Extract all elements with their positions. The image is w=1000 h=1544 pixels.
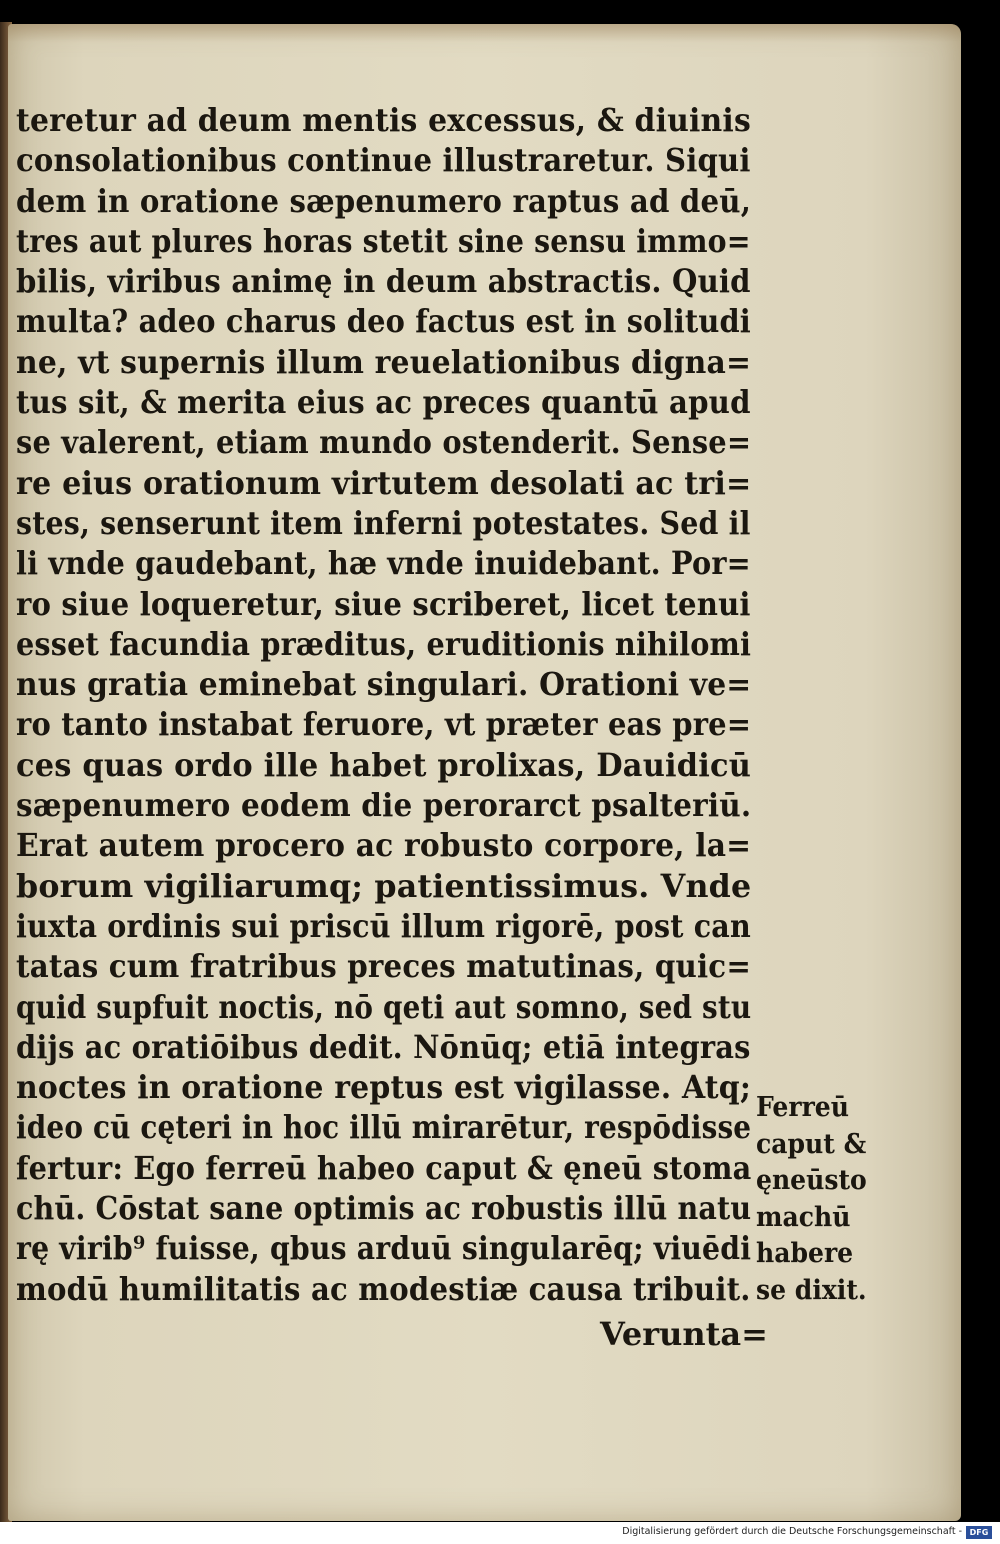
- marginal-note-line: ęneūsto: [756, 1165, 867, 1196]
- book-page: [8, 24, 961, 1521]
- text-line: ro tanto instabat feruore, vt præter eas pre=: [16, 705, 752, 744]
- text-line: re eius orationum virtutem desolati ac tri=: [16, 463, 752, 502]
- text-line: esset facundia præditus, eruditionis nihilomi: [16, 624, 752, 663]
- text-line: ces quas ordo ille habet prolixas, Dauidicū: [16, 745, 752, 784]
- text-line: quid supfuit noctis, nō qeti aut somno, sed stu: [16, 987, 752, 1026]
- text-line: modū humilitatis ac modestiæ causa tribuit.: [16, 1269, 751, 1308]
- text-line: stes, senserunt item inferni potestates. Sed il: [16, 503, 751, 542]
- marginal-note-line: caput &: [756, 1128, 867, 1160]
- catchword: Verunta=: [600, 1315, 768, 1353]
- text-line: ideo cū cęteri in hoc illū mirarētur, respōdisse: [16, 1108, 752, 1147]
- text-line: ne, vt supernis illum reuelationibus digna=: [16, 342, 752, 381]
- text-line: nus gratia eminebat singulari. Orationi ve=: [16, 665, 752, 704]
- text-line: dijs ac oratiōibus dedit. Nōnūq; etiā integras: [16, 1027, 751, 1066]
- text-line: tatas cum fratribus preces matutinas, quic=: [16, 947, 752, 986]
- text-line: li vnde gaudebant, hæ vnde inuidebant. Por=: [16, 544, 751, 583]
- text-line: ro siue loqueretur, siue scriberet, licet tenui: [16, 584, 751, 623]
- text-line: Erat autem procero ac robusto corpore, la=: [16, 826, 752, 865]
- dfg-logo: DFG: [966, 1526, 992, 1539]
- text-line: iuxta ordinis sui priscū illum rigorē, post can: [16, 906, 751, 945]
- marginal-note: [756, 1090, 896, 1309]
- text-line: tus sit, & merita eius ac preces quantū apud: [16, 383, 751, 422]
- text-line: rę virib⁹ fuisse, qbus arduū singularēq; viuēdi: [16, 1229, 752, 1268]
- marginal-note-line: habere: [756, 1238, 854, 1269]
- text-line: consolationibus continue illustraretur. Siqui: [16, 141, 751, 180]
- text-line: bilis, viribus animę in deum abstractis. Quid: [16, 262, 751, 301]
- text-line: fertur: Ego ferreū habeo caput & ęneū stoma: [16, 1148, 752, 1187]
- marginal-note-line: Ferreū: [756, 1092, 849, 1123]
- text-line: sæpenumero eodem die perorarct psalteriū.: [16, 786, 752, 825]
- funding-credit: Digitalisierung gefördert durch die Deutsche Forschungsgemeinschaft -: [622, 1526, 962, 1537]
- marginal-note-line: se dixit.: [756, 1274, 867, 1306]
- text-line: teretur ad deum mentis excessus, & diuinis: [16, 101, 751, 139]
- text-line: tres aut plures horas stetit sine sensu immo=: [16, 221, 751, 260]
- footer-bar: [0, 1522, 1000, 1544]
- text-line: noctes in oratione reptus est vigilasse. Atq;: [16, 1068, 752, 1107]
- text-line: chū. Cōstat sane optimis ac robustis illū natu: [16, 1189, 752, 1228]
- text-line: borum vigiliarumq; patientissimus. Vnde: [16, 866, 752, 905]
- text-line: se valerent, etiam mundo ostenderit. Sense=: [16, 423, 752, 462]
- text-line: dem in oratione sæpenumero raptus ad deū,: [16, 181, 752, 220]
- marginal-note-line: machū: [756, 1201, 851, 1233]
- main-text-block: [16, 100, 756, 1309]
- text-line: multa? adeo charus deo factus est in solitudi: [16, 302, 751, 341]
